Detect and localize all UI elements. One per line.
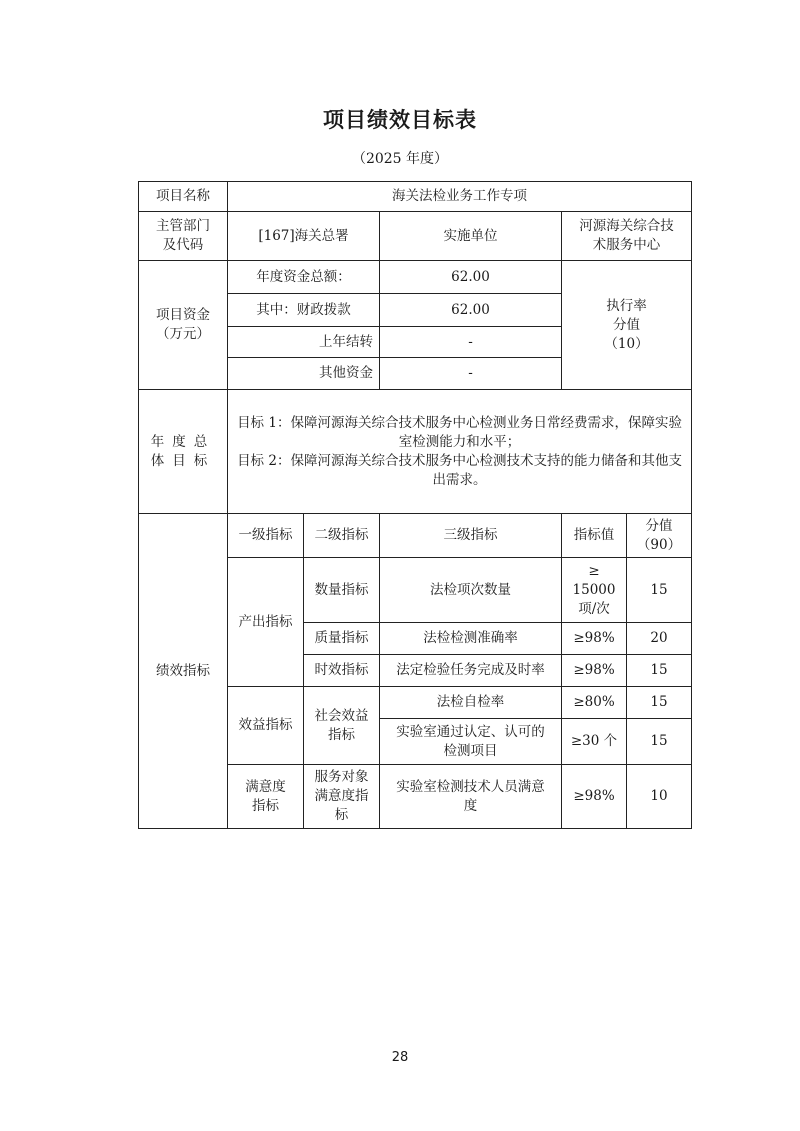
indicator-value: ≥ 15000 项/次 bbox=[562, 558, 627, 623]
indicator-score: 15 bbox=[627, 719, 692, 765]
execution-rate-score: 执行率 分值 （10） bbox=[562, 261, 692, 390]
page-subtitle: （2025 年度） bbox=[351, 151, 449, 167]
indicator-score: 15 bbox=[627, 655, 692, 687]
indicator-header-row bbox=[139, 514, 692, 558]
annual-goals-label: 年度总 体目标 bbox=[139, 390, 228, 514]
indicator-value: ≥98% bbox=[562, 765, 627, 829]
project-name-label: 项目名称 bbox=[139, 182, 228, 212]
indicator-value: ≥98% bbox=[562, 655, 627, 687]
funds-other-value: - bbox=[380, 358, 562, 390]
funds-annual-row bbox=[139, 261, 692, 294]
funds-label: 项目资金 （万元） bbox=[139, 261, 228, 390]
annual-goals-text bbox=[228, 390, 692, 514]
indicator-value: ≥30 个 bbox=[562, 719, 627, 765]
indicator-level2: 质量指标 bbox=[304, 623, 380, 655]
indicator-level2: 社会效益 指标 bbox=[304, 687, 380, 765]
funds-fiscal-label: 其中：财政拨款 bbox=[228, 294, 380, 327]
department-label: 主管部门 及代码 bbox=[139, 212, 228, 261]
indicator-level3: 法检项次数量 bbox=[380, 558, 562, 623]
indicator-value: ≥80% bbox=[562, 687, 627, 719]
page-number: 28 bbox=[391, 1050, 409, 1065]
indicator-level2: 服务对象 满意度指 标 bbox=[304, 765, 380, 829]
funds-annual-value: 62.00 bbox=[380, 261, 562, 294]
indicator-level3: 法检自检率 bbox=[380, 687, 562, 719]
header-level3: 三级指标 bbox=[380, 514, 562, 558]
project-name-value: 海关法检业务工作专项 bbox=[228, 182, 692, 212]
page-title: 项目绩效目标表 bbox=[323, 108, 477, 132]
header-level1: 一级指标 bbox=[228, 514, 304, 558]
funds-fiscal-value: 62.00 bbox=[380, 294, 562, 327]
goal-2: 目标 2：保障河源海关综合技术服务中心检测技术支持的能力储备和其他支出需求。 bbox=[237, 452, 682, 488]
indicator-level2: 时效指标 bbox=[304, 655, 380, 687]
funds-carryover-label: 上年结转 bbox=[228, 327, 380, 358]
indicator-score: 15 bbox=[627, 687, 692, 719]
project-name-row bbox=[139, 182, 692, 212]
header-value: 指标值 bbox=[562, 514, 627, 558]
satisfaction-indicator-label: 满意度 指标 bbox=[228, 765, 304, 829]
indicators-section-label: 绩效指标 bbox=[139, 514, 228, 829]
department-value: [167]海关总署 bbox=[228, 212, 380, 261]
funds-annual-label: 年度资金总额： bbox=[228, 261, 380, 294]
goal-1: 目标 1：保障河源海关综合技术服务中心检测业务日常经费需求，保障实验室检测能力和水平； bbox=[237, 414, 682, 450]
benefit-indicator-label: 效益指标 bbox=[228, 687, 304, 765]
header-level2: 二级指标 bbox=[304, 514, 380, 558]
performance-goal-table bbox=[138, 181, 692, 829]
department-row bbox=[139, 212, 692, 261]
funds-other-label: 其他资金 bbox=[228, 358, 380, 390]
implementing-unit-label: 实施单位 bbox=[380, 212, 562, 261]
indicator-level3: 法检检测准确率 bbox=[380, 623, 562, 655]
indicator-score: 10 bbox=[627, 765, 692, 829]
indicator-level2: 数量指标 bbox=[304, 558, 380, 623]
indicator-score: 20 bbox=[627, 623, 692, 655]
annual-goals-row bbox=[139, 390, 692, 514]
indicator-level3: 法定检验任务完成及时率 bbox=[380, 655, 562, 687]
indicator-level3: 实验室检测技术人员满意 度 bbox=[380, 765, 562, 829]
indicator-level3: 实验室通过认定、认可的 检测项目 bbox=[380, 719, 562, 765]
indicator-score: 15 bbox=[627, 558, 692, 623]
output-indicator-label: 产出指标 bbox=[228, 558, 304, 687]
header-score: 分值 （90） bbox=[627, 514, 692, 558]
indicator-value: ≥98% bbox=[562, 623, 627, 655]
funds-carryover-value: - bbox=[380, 327, 562, 358]
implementing-unit-value: 河源海关综合技 术服务中心 bbox=[562, 212, 692, 261]
